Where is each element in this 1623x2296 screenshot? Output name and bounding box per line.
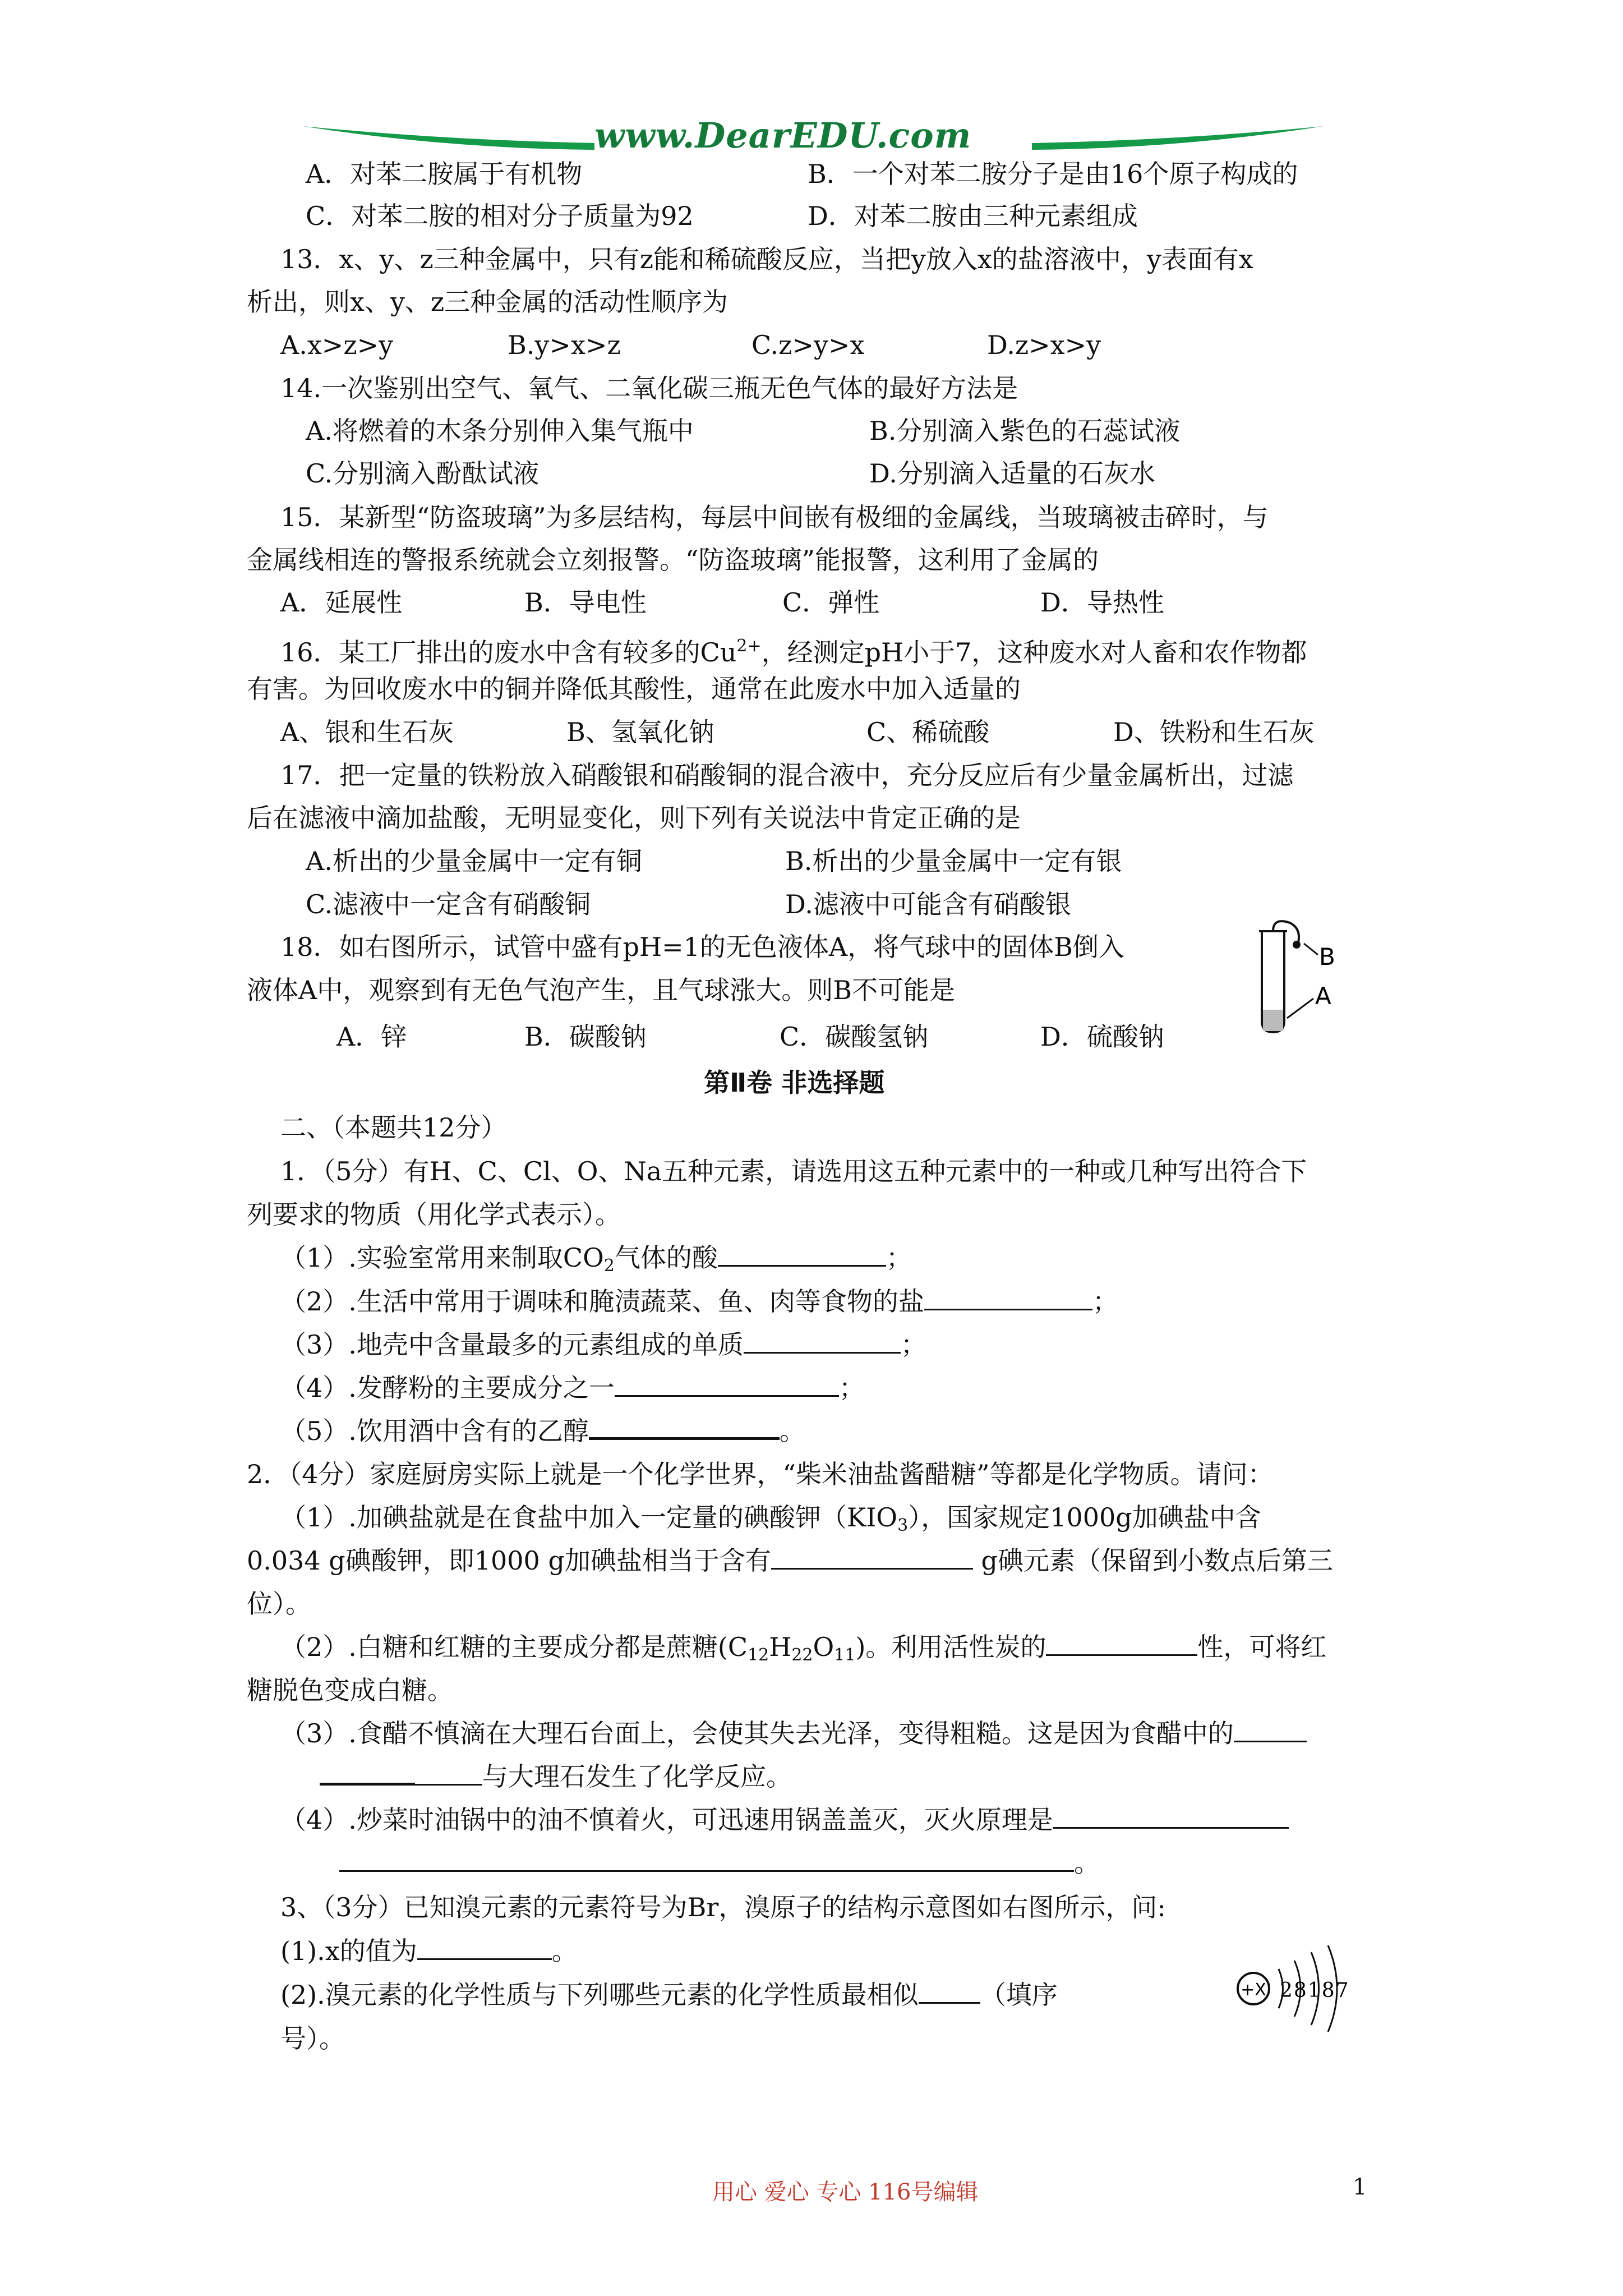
s2-item2-line1: （2）.白糖和红糖的主要成分都是蔗糖$(C_{12}H_{22}O_{11})$。利用活性炭的 性，可将红	[280, 1632, 1327, 1665]
q15-stem-line1: 15．某新型“防盗玻璃”为多层结构，每层中间嵌有极细的金属线，当玻璃被击碎时，与	[280, 502, 1269, 532]
answer-blank[interactable]	[417, 1936, 552, 1960]
s1-item4: （4）.发酵粉的主要成分之一 ；	[280, 1373, 865, 1403]
s1-item3: （3）.地壳中含量最多的元素组成的单质 ；	[280, 1329, 926, 1360]
answer-blank[interactable]	[1234, 1718, 1307, 1742]
s3-item2-line2: 号）。	[280, 2023, 345, 2054]
q16-option-a: A、银和生石灰	[280, 717, 454, 747]
q17-stem-line2: 后在滤液中滴加盐酸，无明显变化，则下列有关说法中肯定正确的是	[247, 803, 1021, 833]
answer-blank[interactable]	[615, 1373, 839, 1397]
answer-blank[interactable]	[339, 1848, 1074, 1872]
answer-blank[interactable]	[919, 1980, 980, 2004]
s1-stem-line2: 列要求的物质（用化学式表示）。	[247, 1199, 621, 1230]
section-heading: 二、（本题共12分）	[280, 1112, 507, 1143]
q15-option-d: D．导热性	[1040, 587, 1164, 618]
q13-option-d: D.z>x>y	[987, 330, 1101, 360]
part2-title: 第Ⅱ卷 非选择题	[704, 1068, 885, 1098]
s1-item5: （5）.饮用酒中含有的乙醇 。	[280, 1416, 805, 1446]
q13-stem-line2: 析出，则x、y、z三种金属的活动性顺序为	[247, 287, 728, 317]
q13-option-b: B.y>x>z	[508, 330, 621, 360]
s2-item1-line1: （1）.加碘盐就是在食盐中加入一定量的碘酸钾$(KIO_3)$，国家规定1000g加碘盐中含	[280, 1502, 1261, 1535]
q17-stem-line1: 17．把一定量的铁粉放入硝酸银和硝酸铜的混合液中，充分反应后有少量金属析出，过滤	[280, 760, 1294, 790]
answer-blank[interactable]	[1046, 1632, 1197, 1656]
q16-option-c: C、稀硫酸	[866, 717, 990, 747]
answer-blank[interactable]	[718, 1243, 886, 1267]
bromine-atom-structure-diagram	[1228, 1935, 1374, 2042]
q18-option-a: A．锌	[336, 1022, 407, 1052]
s3-stem: 3、（3分）已知溴元素的元素符号为Br，溴原子的结构示意图如右图所示，问:	[280, 1892, 1166, 1922]
q15-option-c: C．弹性	[782, 587, 880, 618]
atom-electron-shells: 28187	[1280, 1979, 1350, 2002]
answer-blank[interactable]	[320, 1760, 415, 1786]
q13-stem-line1: 13．x、y、z三种金属中，只有z能和稀硫酸反应，当把y放入x的盐溶液中，y表面有x	[280, 244, 1253, 274]
q14-option-b: B.分别滴入紫色的石蕊试液	[869, 416, 1181, 446]
s3-item1: (1).x的值为 。	[280, 1936, 578, 1966]
q18-option-d: D．硫酸钠	[1040, 1022, 1164, 1052]
test-tube-balloon-figure	[1251, 920, 1363, 1043]
atom-nucleus-label: +X	[1241, 1980, 1266, 2000]
s2-item1-line2: 0.034 g碘酸钾，即1000 g加碘盐相当于含有 g碘元素（保留到小数点后第三	[247, 1545, 1333, 1576]
s2-item2-line2: 糖脱色变成白糖。	[247, 1675, 453, 1705]
answer-blank[interactable]	[771, 1545, 973, 1570]
q16-stem-line1: 16．某工厂排出的废水中含有较多的$Cu^{2+}$，经测定pH小于7，这种废水对人畜和农作物都	[280, 636, 1307, 668]
page-footer-text: 用心 爱心 专心 116号编辑	[712, 2179, 979, 2205]
s1-item1: （1）.实验室常用来制取$CO_2$气体的酸 ；	[280, 1243, 912, 1276]
answer-blank[interactable]	[1053, 1805, 1289, 1829]
q13-option-a: A.x>z>y	[280, 330, 394, 360]
answer-blank[interactable]	[415, 1761, 482, 1786]
q17-option-a: A.析出的少量金属中一定有铜	[306, 846, 642, 876]
q14-option-a: A.将燃着的木条分别伸入集气瓶中	[306, 416, 694, 446]
page-number: 1	[1353, 2174, 1367, 2200]
site-logo-text[interactable]: www.DearEDU.com	[594, 115, 972, 156]
q18-option-c: C．碳酸氢钠	[780, 1022, 929, 1052]
q12-option-a: A．对苯二胺属于有机物	[306, 159, 583, 189]
q12-option-c: C．对苯二胺的相对分子质量为92	[306, 201, 694, 231]
q13-option-c: C.z>y>x	[751, 330, 865, 360]
s3-item2: (2).溴元素的化学性质与下列哪些元素的化学性质最相似 （填序	[280, 1980, 1058, 2010]
figure-label-a: A	[1315, 982, 1331, 1010]
answer-blank[interactable]	[924, 1286, 1092, 1310]
q12-option-b: B．一个对苯二胺分子是由16个原子构成的	[808, 159, 1298, 189]
s1-stem-line1: 1．（5分）有H、C、Cl、O、Na五种元素，请选用这五种元素中的一种或几种写出符合下	[280, 1156, 1307, 1186]
s2-item3-line1: （3）.食醋不慎滴在大理石台面上，会使其失去光泽，变得粗糙。这是因为食醋中的	[280, 1717, 1307, 1750]
s2-item4-line2: 。	[339, 1846, 1100, 1880]
s2-item4-line1: （4）.炒菜时油锅中的油不慎着火，可迅速用锅盖盖灭，灭火原理是	[280, 1803, 1289, 1837]
q14-stem: 14.一次鉴别出空气、氧气、二氧化碳三瓶无色气体的最好方法是	[280, 373, 1018, 403]
q14-option-c: C.分别滴入酚酞试液	[306, 458, 540, 489]
q17-option-d: D.滤液中可能含有硝酸银	[785, 889, 1071, 919]
q12-option-d: D．对苯二胺由三种元素组成	[808, 201, 1138, 231]
q15-stem-line2: 金属线相连的警报系统就会立刻报警。“防盗玻璃”能报警，这利用了金属的	[247, 545, 1099, 575]
q15-option-b: B．导电性	[524, 587, 647, 618]
s2-item1-line3: 位）。	[247, 1589, 311, 1619]
q14-option-d: D.分别滴入适量的石灰水	[869, 458, 1155, 489]
answer-blank[interactable]	[589, 1415, 780, 1440]
q17-option-c: C.滤液中一定含有硝酸铜	[306, 889, 591, 919]
q16-stem-line2: 有害。为回收废水中的铜并降低其酸性，通常在此废水中加入适量的	[247, 674, 1021, 704]
s2-item3-line2: 与大理石发生了化学反应。	[320, 1760, 792, 1793]
q17-option-b: B.析出的少量金属中一定有银	[785, 846, 1122, 876]
s2-stem: 2．（4分）家庭厨房实际上就是一个化学世界，“柴米油盐酱醋糖”等都是化学物质。请问：	[247, 1459, 1274, 1489]
q16-option-b: B、氢氧化钠	[566, 717, 714, 747]
q18-stem-line1: 18．如右图所示，试管中盛有pH=1的无色液体A，将气球中的固体B倒入	[280, 932, 1124, 962]
q18-stem-line2: 液体A中，观察到有无色气泡产生，且气球涨大。则B不可能是	[247, 975, 956, 1005]
q16-option-d: D、铁粉和生石灰	[1113, 717, 1315, 747]
q15-option-a: A．延展性	[280, 587, 403, 618]
answer-blank[interactable]	[744, 1329, 901, 1354]
s1-item2: （2）.生活中常用于调味和腌渍蔬菜、鱼、肉等食物的盐 ；	[280, 1286, 1118, 1317]
figure-label-b: B	[1319, 943, 1335, 970]
q18-option-b: B．碳酸钠	[524, 1022, 647, 1052]
